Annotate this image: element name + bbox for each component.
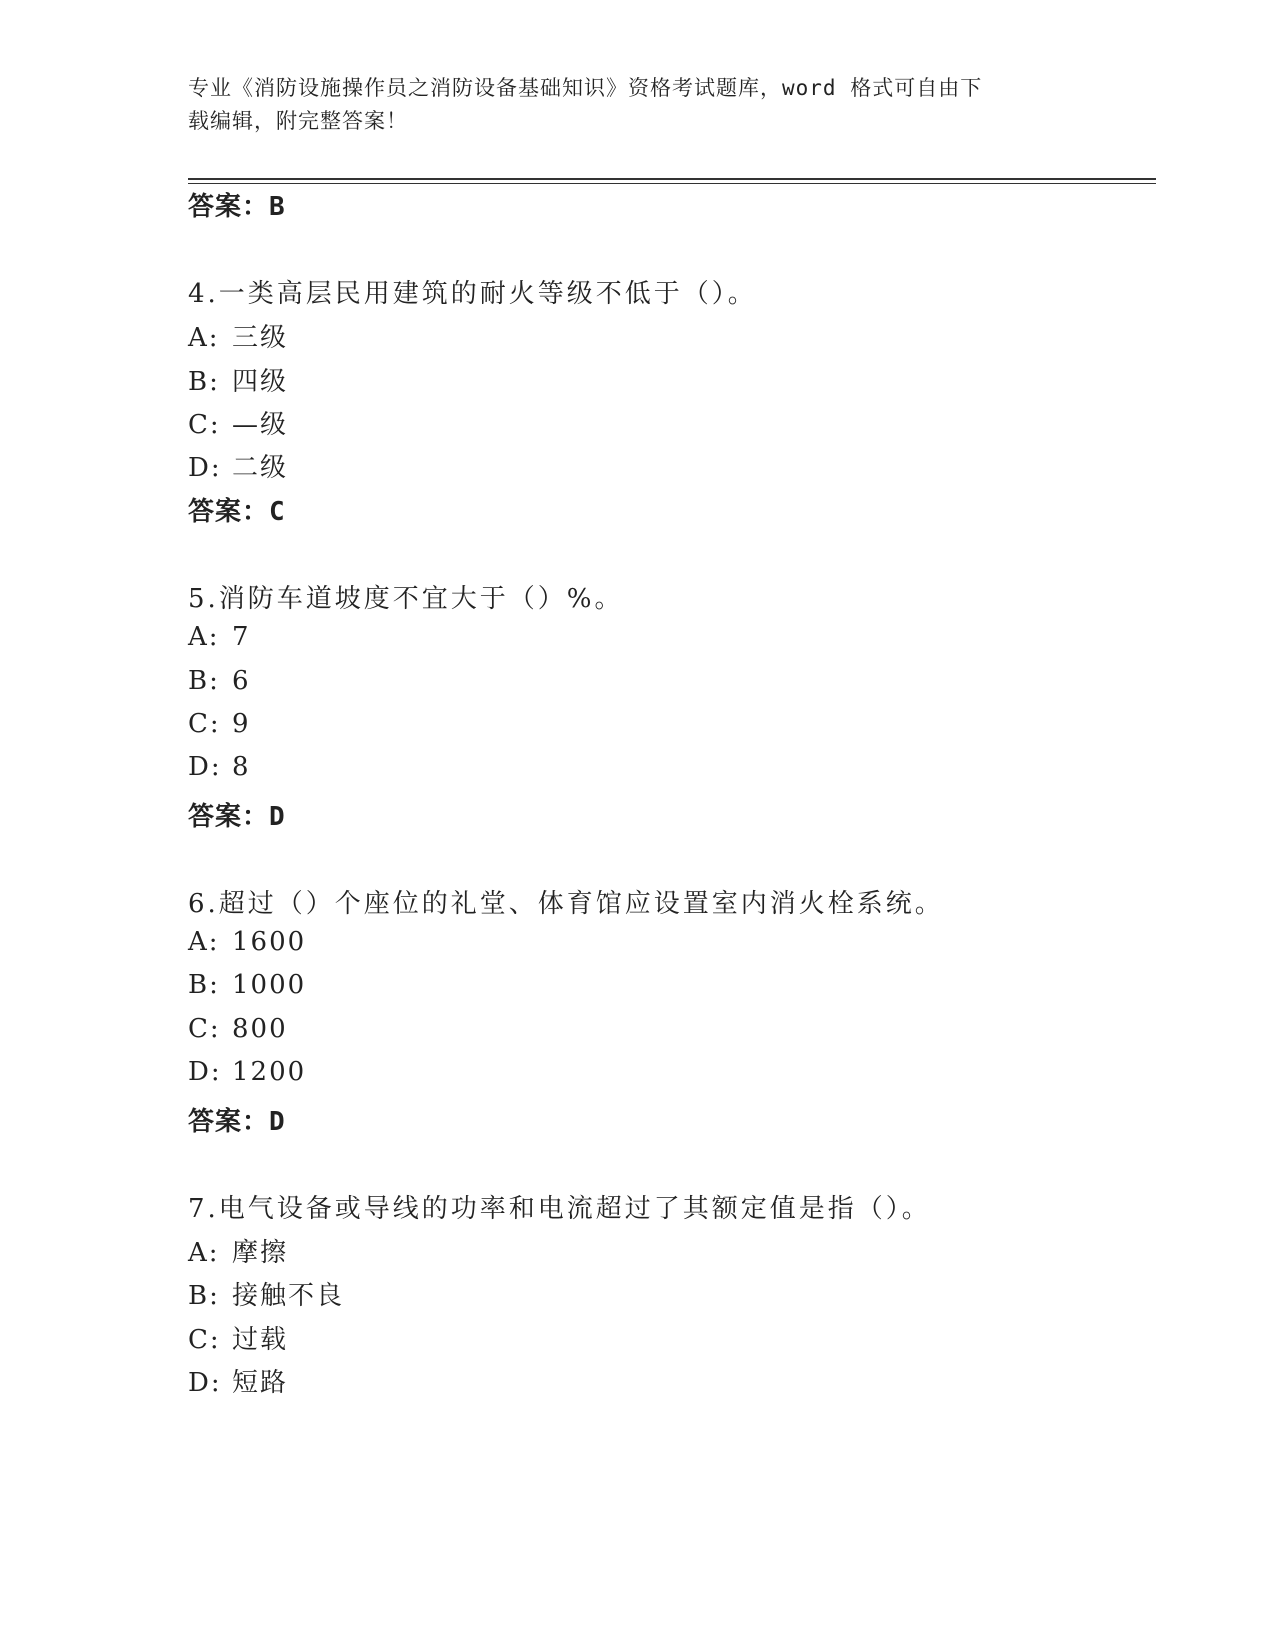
question-6-option-c bbox=[188, 1014, 288, 1044]
option-text: —级 bbox=[232, 410, 289, 440]
question-6-answer: 答案：D bbox=[188, 1107, 286, 1137]
question-6-option-d bbox=[188, 1057, 306, 1087]
header-rule-thick bbox=[188, 178, 1156, 180]
option-label: D: bbox=[188, 1368, 222, 1398]
option-text: 1600 bbox=[232, 927, 307, 957]
option-label: A: bbox=[188, 1238, 220, 1268]
question-7-option-a bbox=[188, 1232, 288, 1269]
option-label: D: bbox=[188, 752, 222, 782]
option-label: B: bbox=[188, 367, 220, 397]
question-5-option-c bbox=[188, 709, 251, 739]
question-6-option-b bbox=[188, 970, 306, 1000]
question-6-option-a bbox=[188, 927, 306, 957]
question-4-answer: 答案：C bbox=[188, 497, 286, 527]
question-4-option-d bbox=[188, 447, 288, 484]
question-4-option-c bbox=[188, 404, 288, 441]
question-4-option-a bbox=[188, 317, 288, 354]
option-label: C: bbox=[188, 410, 221, 440]
question-7-option-b bbox=[188, 1275, 344, 1312]
option-text: 短路 bbox=[232, 1368, 289, 1398]
option-text: 800 bbox=[232, 1014, 288, 1044]
option-text: 接触不良 bbox=[232, 1281, 345, 1311]
option-text: 四级 bbox=[232, 367, 289, 397]
option-text: 过载 bbox=[232, 1325, 289, 1355]
option-label: A: bbox=[188, 323, 220, 353]
question-5-answer: 答案：D bbox=[188, 802, 286, 832]
header-rule-thin bbox=[188, 183, 1156, 184]
header-line-1: 专业《消防设施操作员之消防设备基础知识》资格考试题库，word 格式可自由下 bbox=[188, 76, 983, 100]
option-text: 三级 bbox=[232, 323, 289, 353]
question-5-option-d bbox=[188, 752, 251, 782]
option-label: D: bbox=[188, 1057, 222, 1087]
option-text: 6 bbox=[232, 666, 251, 696]
option-text: 二级 bbox=[232, 453, 289, 483]
option-label: A: bbox=[188, 927, 220, 957]
question-7-stem: 7.电气设备或导线的功率和电流超过了其额定值是指（）。 bbox=[188, 1194, 931, 1224]
question-4-option-b bbox=[188, 361, 288, 398]
header-line-2: 载编辑，附完整答案！ bbox=[188, 109, 408, 133]
question-7-option-c bbox=[188, 1319, 288, 1356]
question-5-option-b bbox=[188, 666, 251, 696]
option-label: B: bbox=[188, 970, 220, 1000]
question-7-option-d bbox=[188, 1362, 288, 1399]
option-text: 摩擦 bbox=[232, 1238, 289, 1268]
question-4-stem: 4.一类高层民用建筑的耐火等级不低于（）。 bbox=[188, 279, 757, 309]
option-text: 1200 bbox=[232, 1057, 307, 1087]
option-text: 1000 bbox=[232, 970, 307, 1000]
option-text: 8 bbox=[232, 752, 251, 782]
option-label: C: bbox=[188, 1325, 221, 1355]
option-label: D: bbox=[188, 453, 222, 483]
option-label: B: bbox=[188, 666, 220, 696]
question-5-option-a bbox=[188, 622, 251, 652]
option-label: C: bbox=[188, 709, 221, 739]
document-header bbox=[188, 72, 1088, 138]
option-label: B: bbox=[188, 1281, 220, 1311]
question-5-stem: 5.消防车道坡度不宜大于（）%。 bbox=[188, 584, 624, 614]
question-6-stem: 6.超过（）个座位的礼堂、体育馆应设置室内消火栓系统。 bbox=[188, 889, 944, 919]
answer-prev: 答案：B bbox=[188, 192, 286, 222]
option-label: C: bbox=[188, 1014, 221, 1044]
option-text: 9 bbox=[232, 709, 251, 739]
option-text: 7 bbox=[232, 622, 251, 652]
option-label: A: bbox=[188, 622, 220, 652]
